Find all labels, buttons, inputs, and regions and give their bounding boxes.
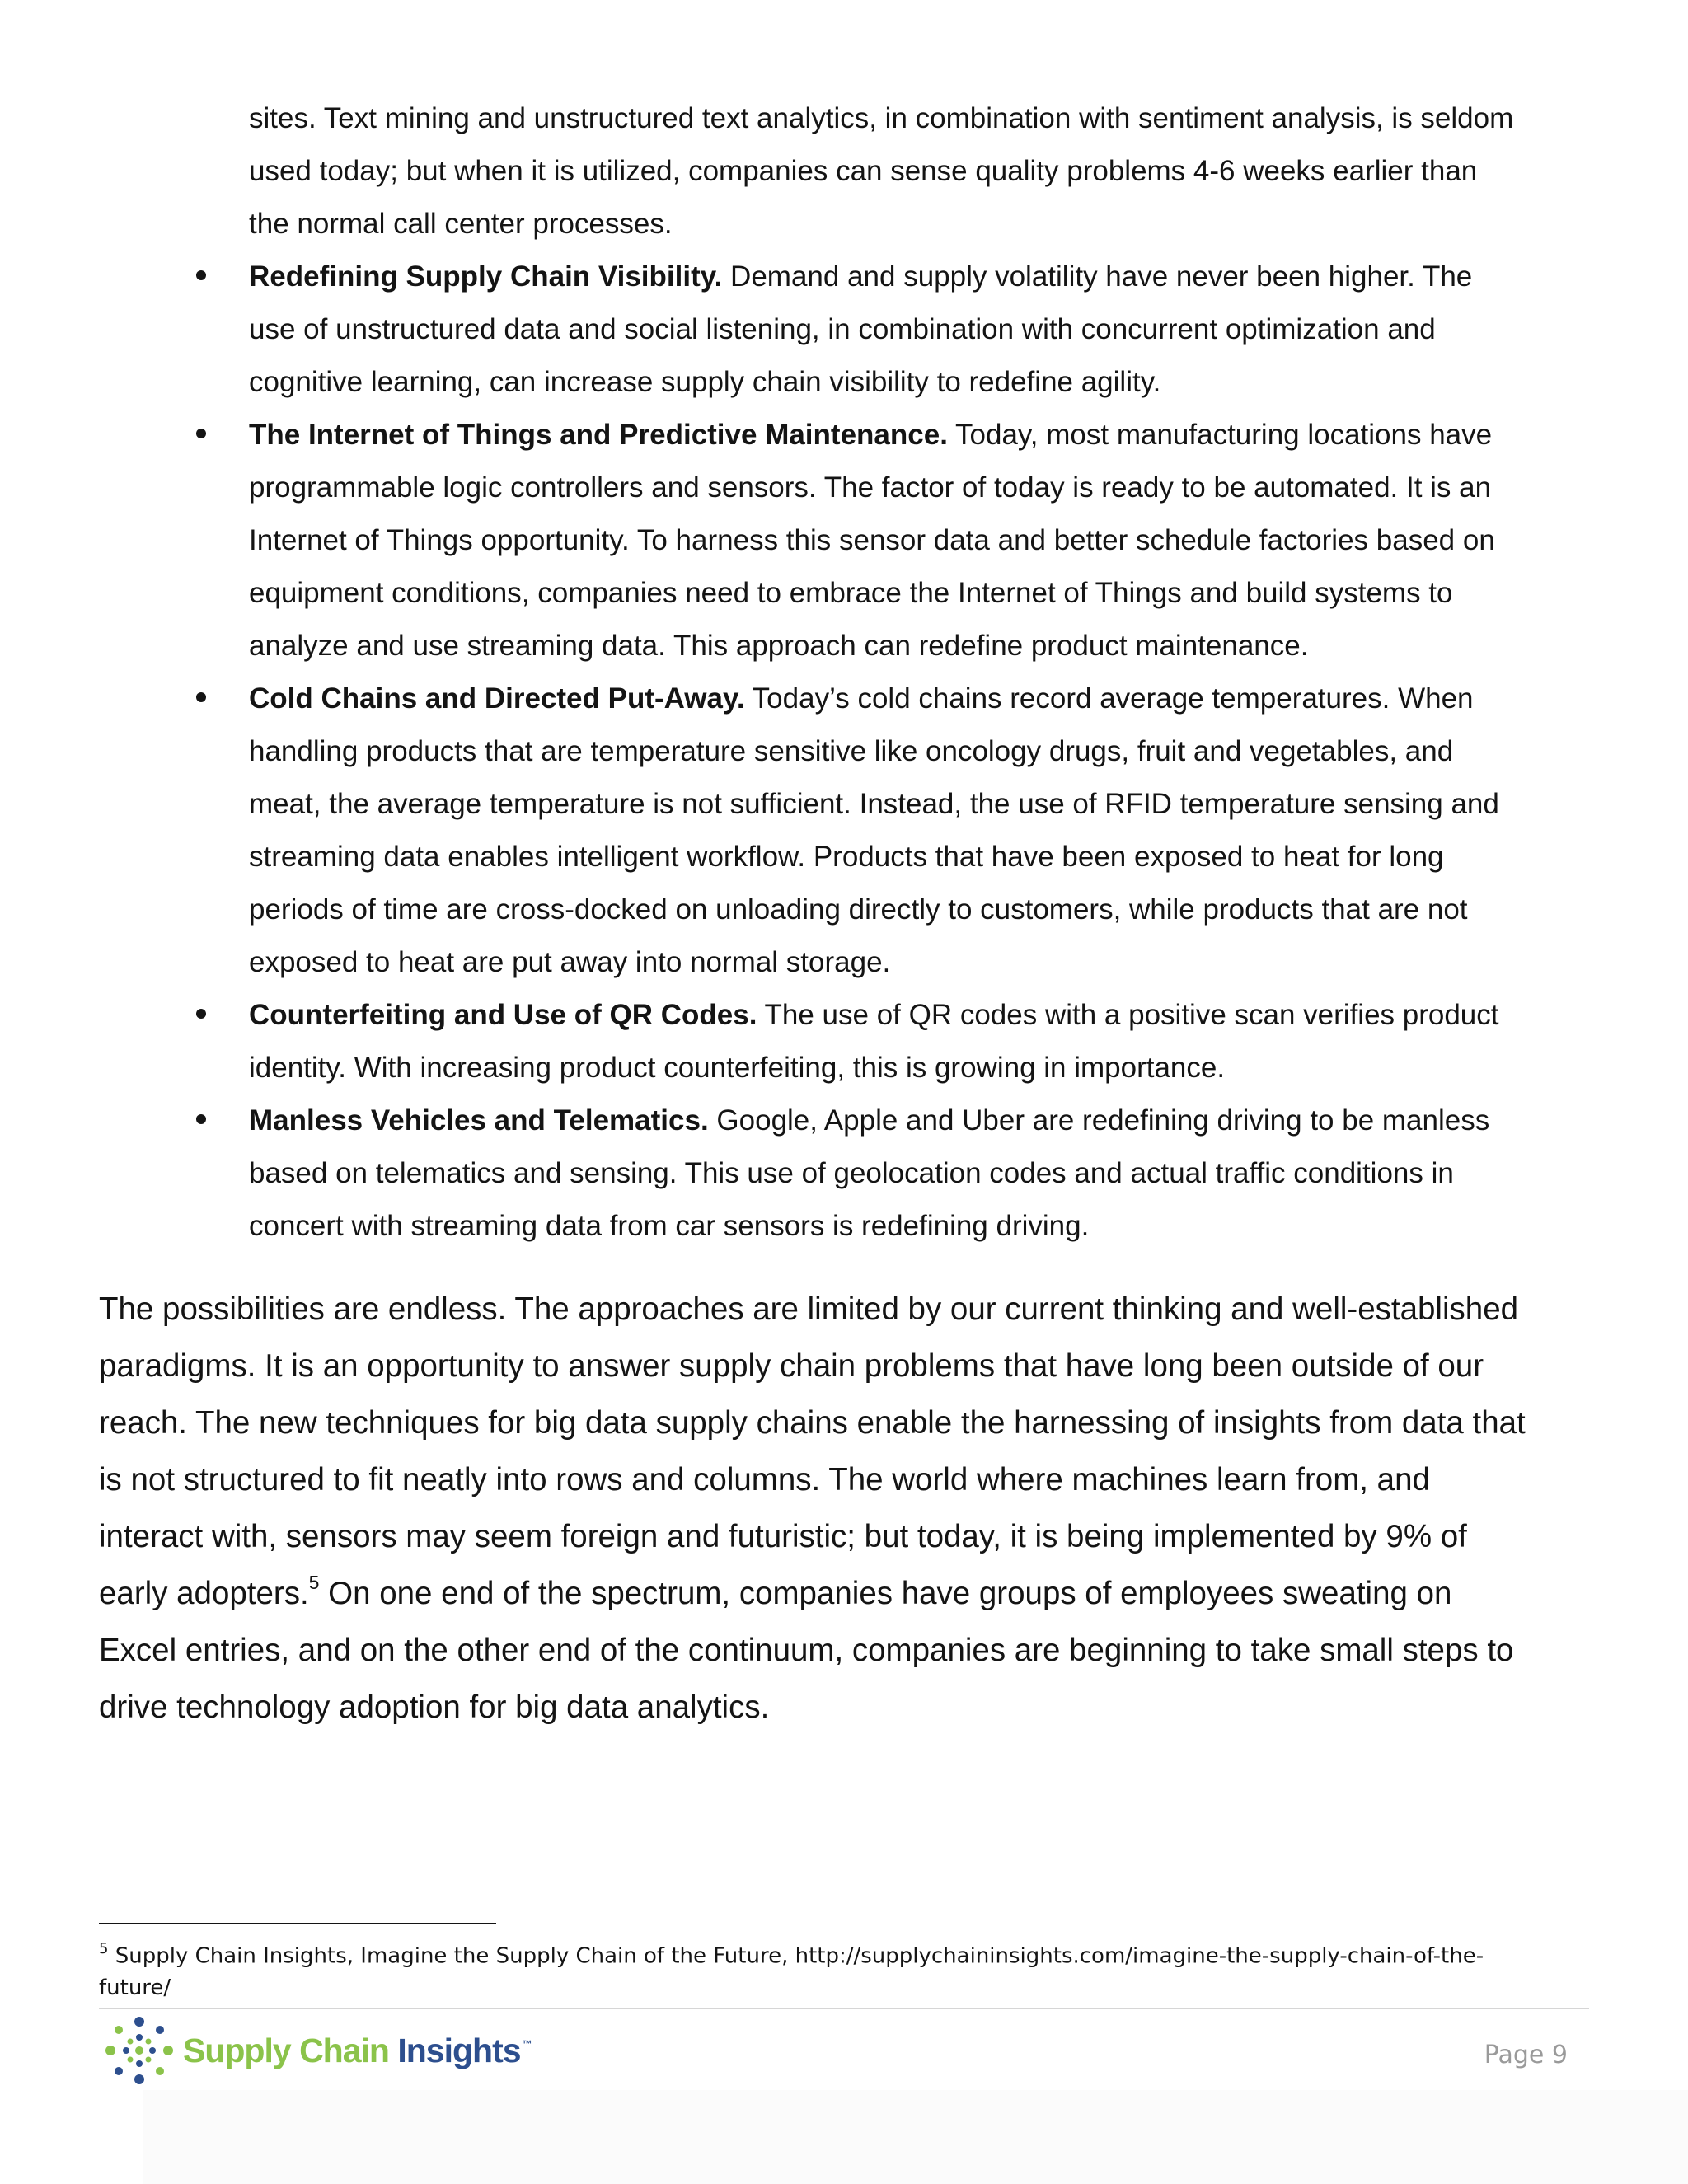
text-line[interactable]: future/	[99, 1975, 171, 2000]
page-number: Page 9	[1484, 2041, 1568, 2069]
bullet-title: Counterfeiting and Use of QR Codes.	[249, 999, 757, 1031]
bullet-dot-icon	[196, 692, 206, 702]
text-line: used today; but when it is utilized, companies can sense quality problems 4-6 weeks earlier than	[249, 155, 1478, 187]
text-line: Cold Chains and Directed Put-Away. Today’s cold chains record average temperatures. When	[249, 682, 1474, 715]
text-line: concert with streaming data from car sensors is redefining driving.	[249, 1210, 1090, 1242]
text-line: programmable logic controllers and sensors. The factor of today is ready to be automated. It is an	[249, 471, 1492, 504]
bullet-dot-icon	[196, 270, 206, 280]
text-line: meat, the average temperature is not sufficient. Instead, the use of RFID temperature sensing and	[249, 788, 1499, 820]
text-line: Counterfeiting and Use of QR Codes. The use of QR codes with a positive scan verifies product	[249, 999, 1499, 1031]
text-line: reach. The new techniques for big data supply chains enable the harnessing of insights from data that	[99, 1405, 1526, 1441]
text-line: based on telematics and sensing. This use of geolocation codes and actual traffic conditions in	[249, 1157, 1454, 1189]
bullet-dot-icon	[196, 429, 206, 438]
bullet-continuation	[196, 92, 1589, 251]
text-line: periods of time are cross-docked on unloading directly to customers, while products that are not	[249, 893, 1468, 926]
bullet-dot-icon	[196, 1114, 206, 1124]
company-logo	[104, 2015, 532, 2086]
text-line: drive technology adoption for big data analytics.	[99, 1690, 770, 1725]
body-paragraph	[99, 1281, 1591, 1736]
bullet-manless-vehicles	[196, 1094, 1589, 1253]
bullet-iot-predictive-maintenance	[196, 409, 1589, 673]
bullet-title: Cold Chains and Directed Put-Away.	[249, 682, 745, 715]
footnote	[99, 1935, 1591, 2004]
footer-divider	[99, 2008, 1589, 2009]
text-line: paradigms. It is an opportunity to answer supply chain problems that have long been outside of our	[99, 1348, 1484, 1384]
bullet-title: Manless Vehicles and Telematics.	[249, 1104, 709, 1137]
text-line: interact with, sensors may seem foreign and futuristic; but today, it is being implemented by 9% of	[99, 1519, 1467, 1554]
bullet-list	[196, 92, 1589, 1253]
logo-wordmark: Supply Chain Insights ™	[183, 2031, 532, 2069]
text-line: the normal call center processes.	[249, 208, 673, 240]
logo-burst-icon	[104, 2015, 175, 2086]
text-line: Redefining Supply Chain Visibility. Demand and supply volatility have never been higher. The	[249, 260, 1473, 293]
text-line: The Internet of Things and Predictive Maintenance. Today, most manufacturing locations have	[249, 419, 1493, 451]
bullet-title: The Internet of Things and Predictive Maintenance.	[249, 419, 948, 451]
text-line: streaming data enables intelligent workflow. Products that have been exposed to heat for long	[249, 841, 1444, 873]
footer-band	[143, 2090, 1688, 2184]
text-line	[99, 1935, 1591, 1972]
text-line: early adopters.$^5$ On one end of the spectrum, companies have groups of employees sweating on	[99, 1572, 1452, 1611]
text-line: handling products that are temperature sensitive like oncology drugs, fruit and vegetables, and	[249, 735, 1454, 767]
text-line: analyze and use streaming data. This approach can redefine product maintenance.	[249, 630, 1309, 662]
text-line: exposed to heat are put away into normal storage.	[249, 946, 891, 978]
bullet-title: Redefining Supply Chain Visibility.	[249, 260, 723, 293]
footnote-number: 5	[99, 1940, 109, 1957]
text-line: sites. Text mining and unstructured text analytics, in combination with sentiment analysis, is seldom	[249, 102, 1514, 134]
bullet-supply-chain-visibility	[196, 251, 1589, 409]
text-line: is not structured to fit neatly into rows and columns. The world where machines learn from, and	[99, 1462, 1430, 1497]
text-line: Manless Vehicles and Telematics. Google, Apple and Uber are redefining driving to be manless	[249, 1104, 1490, 1137]
text-line: cognitive learning, can increase supply chain visibility to redefine agility.	[249, 366, 1161, 398]
text-line: equipment conditions, companies need to embrace the Internet of Things and build systems to	[249, 577, 1453, 609]
bullet-dot-icon	[196, 1009, 206, 1019]
footnote-reference[interactable]: 5	[308, 1572, 320, 1594]
bullet-counterfeiting-qr	[196, 989, 1589, 1094]
footnote-divider	[99, 1923, 496, 1924]
bullet-cold-chains	[196, 673, 1589, 989]
text-line: identity. With increasing product counterfeiting, this is growing in importance.	[249, 1052, 1226, 1084]
text-line: use of unstructured data and social listening, in combination with concurrent optimization and	[249, 313, 1436, 345]
footnote-text[interactable]: Supply Chain Insights, Imagine the Supply Chain of the Future, http://supplychaininsights.com/imagine-the-supply-chain-of-the-	[108, 1943, 1484, 1969]
text-line: Internet of Things opportunity. To harness this sensor data and better schedule factories based on	[249, 524, 1495, 556]
text-line: The possibilities are endless. The approaches are limited by our current thinking and well-established	[99, 1291, 1519, 1327]
text-line: Excel entries, and on the other end of the continuum, companies are beginning to take small steps to	[99, 1633, 1514, 1668]
